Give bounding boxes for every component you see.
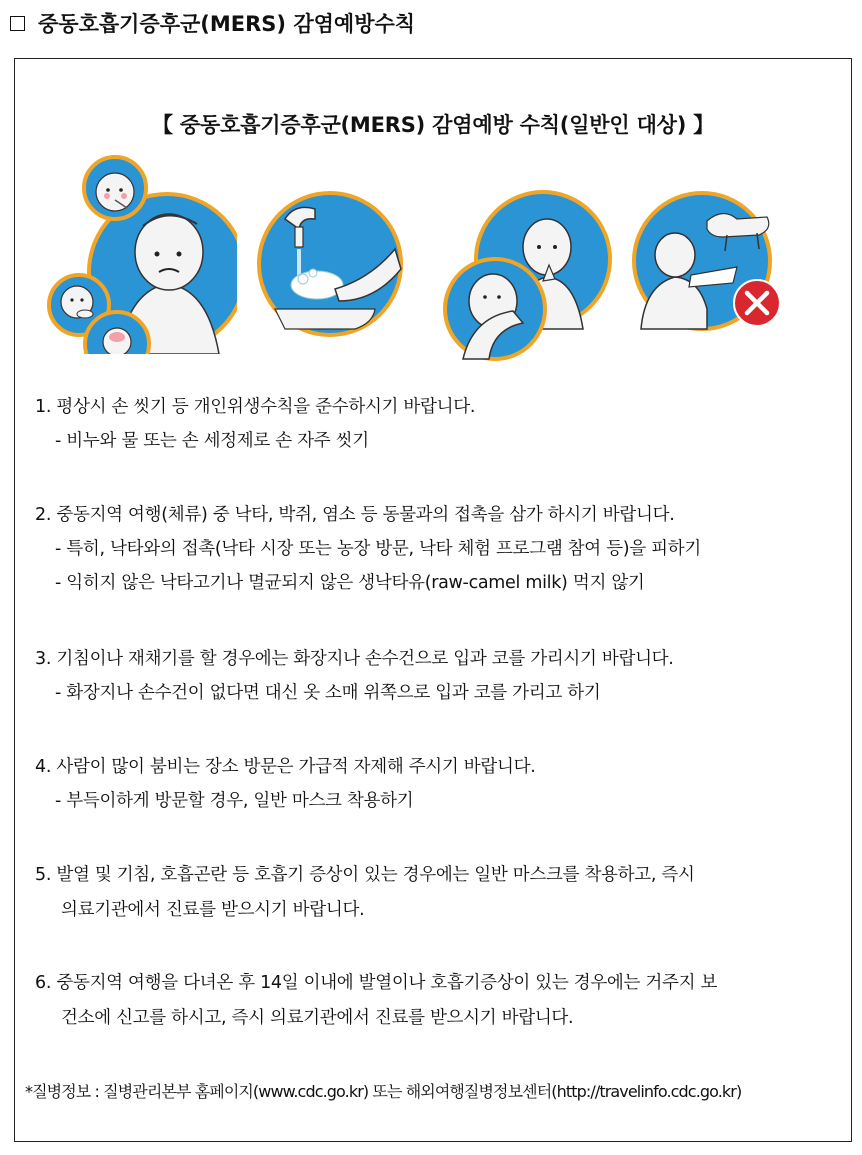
page-header [10, 8, 415, 38]
guideline-item-3 [35, 646, 847, 706]
item-sub-text: - 특히, 낙타와의 접촉(낙타 시장 또는 농장 방문, 낙타 체험 프로그램 참여 등)을 피하기 [55, 539, 701, 559]
item-main-text: 2. 중동지역 여행(체류) 중 낙타, 박쥐, 염소 등 동물과의 접촉을 삼가 하시기 바랍니다. [35, 505, 675, 525]
avoid-camel-icon [627, 189, 787, 339]
item-main-text: 4. 사람이 많이 붐비는 장소 방문은 가급적 자제해 주시기 바랍니다. [35, 757, 536, 777]
guideline-item-5 [35, 862, 847, 923]
item-main-text: 1. 평상시 손 씻기 등 개인위생수칙을 준수하시기 바랍니다. [35, 397, 476, 417]
disease-info-footnote: *질병정보 : 질병관리본부 홈페이지(www.cdc.go.kr) 또는 해외여행질병정보센터(http://travelinfo.cdc.go.kr) [25, 1082, 742, 1101]
item-sub-text: - 화장지나 손수건이 없다면 대신 옷 소매 위쪽으로 입과 코를 가리고 하기 [55, 683, 601, 703]
item-sub-text: - 부득이하게 방문할 경우, 일반 마스크 착용하기 [55, 791, 414, 811]
guideline-item-1 [35, 394, 847, 454]
item-continuation-text: 의료기관에서 진료를 받으시기 바랍니다. [61, 900, 365, 920]
guideline-item-4 [35, 754, 847, 814]
prevention-guideline-panel [14, 58, 852, 1142]
panel-title: 【 중동호흡기증후군(MERS) 감염예방 수칙(일반인 대상) 】 [151, 113, 715, 137]
guideline-item-2 [35, 502, 847, 596]
item-sub-text: - 익히지 않은 낙타고기나 멸균되지 않은 생낙타유(raw-camel milk) 먹지 않기 [55, 573, 645, 593]
item-main-text: 5. 발열 및 기침, 호흡곤란 등 호흡기 증상이 있는 경우에는 일반 마스크를 착용하고, 즉시 [35, 865, 695, 885]
page-title: 중동호흡기증후군(MERS) 감염예방수칙 [38, 12, 416, 36]
cover-cough-icon [443, 189, 613, 364]
item-sub-text: - 비누와 물 또는 손 세정제로 손 자주 씻기 [55, 431, 369, 451]
item-continuation-text: 건소에 신고를 하시고, 즉시 의료기관에서 진료를 받으시기 바랍니다. [61, 1008, 574, 1028]
guideline-item-6 [35, 970, 847, 1031]
item-main-text: 6. 중동지역 여행을 다녀온 후 14일 이내에 발열이나 호흡기증상이 있는 경우에는 거주지 보 [35, 973, 718, 993]
sick-symptoms-icon [47, 154, 237, 354]
item-main-text: 3. 기침이나 재채기를 할 경우에는 화장지나 손수건으로 입과 코를 가리시기 바랍니다. [35, 649, 674, 669]
hand-washing-icon [255, 189, 405, 339]
square-bullet-icon [10, 16, 25, 31]
